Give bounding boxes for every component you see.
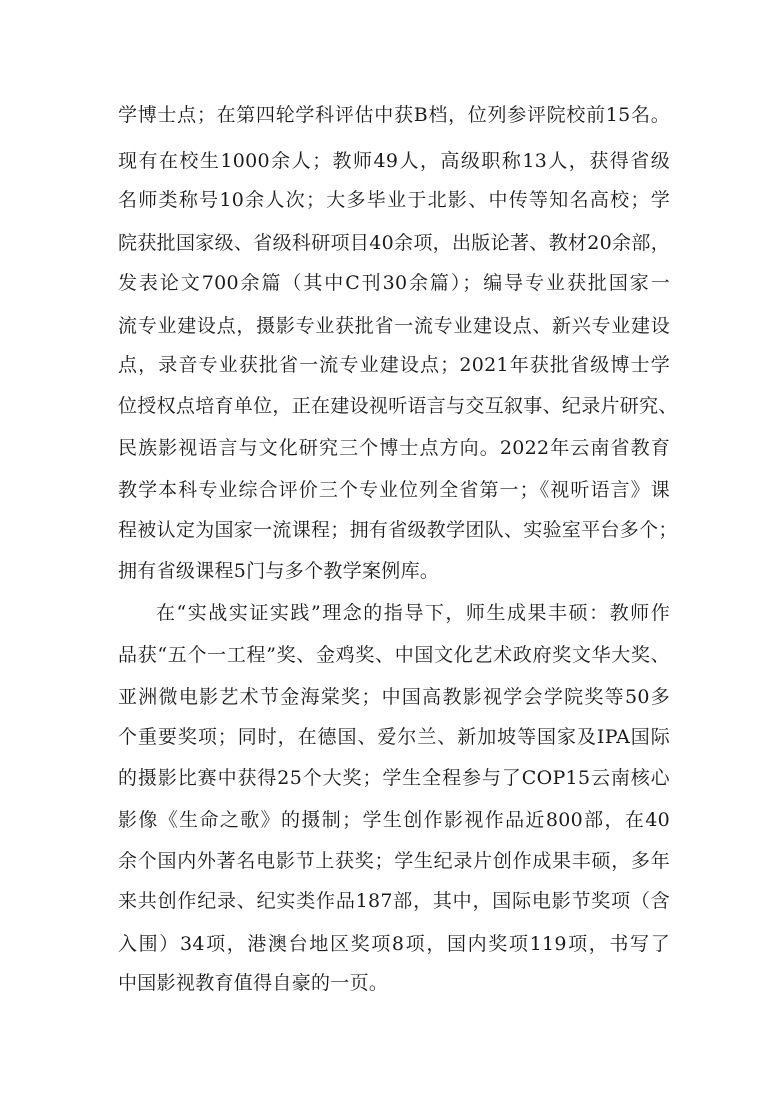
text-line: 发表论文700余篇（其中C刊30余篇）；编导专业获批国家一 (118, 272, 670, 294)
text-line: 学博士点；在第四轮学科评估中获B档，位列参评院校前15名。 (118, 104, 670, 126)
text-line: 现有在校生1000余人；教师49人，高级职称13人，获得省级 (118, 150, 670, 172)
text-line: 流专业建设点，摄影专业获批省一流专业建设点、新兴专业建设 (118, 315, 670, 337)
text-line: 程被认定为国家一流课程；拥有省级教学团队、实验室平台多个； (118, 519, 678, 541)
text-line: 来共创作纪录、纪实类作品187部，其中，国际电影节奖项（含 (118, 890, 670, 912)
text-line: 拥有省级课程5门与多个教学案例库。 (118, 560, 440, 582)
text-line: 余个国内外著名电影节上获奖；学生纪录片创作成果丰硕，多年 (118, 850, 670, 872)
text-line: 民族影视语言与文化研究三个博士点方向。2022年云南省教育 (118, 437, 670, 459)
text-line: 亚洲微电影艺术节金海棠奖；中国高教影视学会学院奖等50多 (118, 686, 670, 708)
text-line: 位授权点培育单位，正在建设视听语言与交互叙事、纪录片研究、 (118, 395, 678, 417)
text-line: 影像《生命之歌》的摄制；学生创作影视作品近800部，在40 (118, 809, 670, 831)
text-line: 的摄影比赛中获得25个大奖；学生全程参与了COP15云南核心 (118, 767, 670, 789)
text-line: 品获“五个一工程”奖、金鸡奖、中国文化艺术政府奖文华大奖、 (118, 644, 670, 666)
text-line: 名师类称号10余人次；大多毕业于北影、中传等知名高校；学 (118, 189, 670, 211)
text-line: 中国影视教育值得自豪的一页。 (118, 972, 389, 994)
text-line: 院获批国家级、省级科研项目40余项，出版论著、教材20余部， (118, 232, 670, 254)
text-line: 入围）34项，港澳台地区奖项8项，国内奖项119项，书写了 (118, 933, 670, 955)
text-line: 教学本科专业综合评价三个专业位列全省第一；《视听语言》课 (118, 479, 670, 501)
text-line: 点，录音专业获批省一流专业建设点；2021年获批省级博士学 (118, 354, 670, 376)
text-line: 个重要奖项；同时，在德国、爱尔兰、新加坡等国家及IPA国际 (118, 726, 670, 748)
paragraph-first-line: 在“实战实证实践”理念的指导下，师生成果丰硕：教师作 (156, 602, 670, 624)
